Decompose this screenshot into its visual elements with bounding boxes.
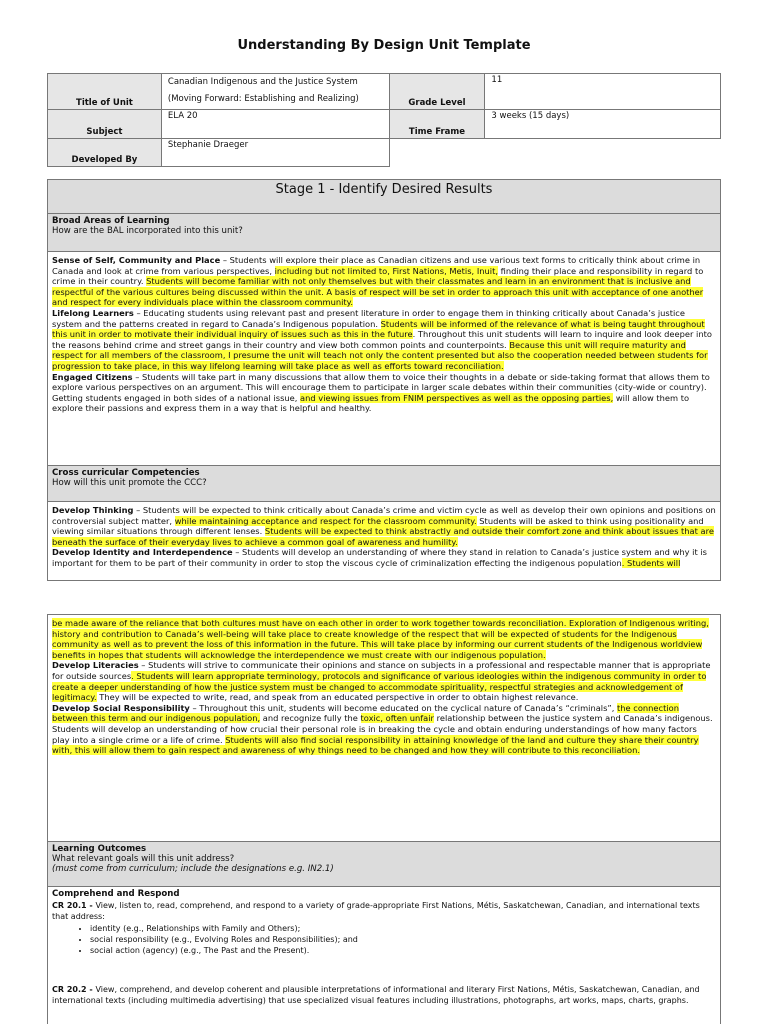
stage1-box-page1 (47, 179, 721, 581)
bullet-item: • social responsibility (e.g., Evolving Roles and Responsibilities); and (90, 934, 716, 945)
stage1-heading: Stage 1 - Identify Desired Results (48, 180, 720, 214)
lo-note: (must come from curriculum; include the designations e.g. IN2.1) (52, 864, 334, 874)
body-text: – Educating students using relevant past and present literature in order to engage them in thinking critically about Canada’s justice system and the patterns created in regard to Canada’s Indigenous population. (52, 307, 685, 329)
highlighted-text: while maintaining acceptance and respect for the classroom community. (174, 515, 477, 526)
bullet-item: • social action (agency) (e.g., The Past and the Present). (90, 945, 716, 956)
highlighted-text: including but not limited to, First Nations, Metis, Inuit, (274, 265, 498, 276)
body-text: . Throughout this unit students will learn to inquire and look deeper into the reasons behind crime and street gangs in their country and view both common points and counterpoints. (52, 329, 712, 350)
body-text: – Throughout this unit, students will become educated on the cyclical nature of Canada’s “criminals”, (189, 702, 617, 713)
cr20-2-code: CR 20.2 - (52, 984, 96, 994)
competency-heading: Develop Literacies (52, 660, 139, 671)
ccc-title: Cross curricular Competencies (52, 468, 200, 478)
body-text: – Students will explore their place as Canadian citizens and use various text forms to critically think about crime in Canada and look at crime from various perspectives, (52, 255, 701, 276)
subject-value: ELA 20 (161, 110, 389, 139)
competency-heading: Lifelong Learners (52, 307, 134, 318)
cr20-1 (52, 900, 716, 922)
grade-level-value: 11 (485, 74, 721, 110)
body-text: relationship between the justice system and Canada’s indigenous. Students will develop an understanding of how crucial their personal role is in breaking the cycle and obtain enduring understandings of how many factors play into a single crime or a life of crime. (52, 713, 713, 745)
body-text: They will be expected to write, read, and speak from an educated perspective in order to obtain highest relevance. (96, 692, 579, 703)
comprehend-respond-title: Comprehend and Respond (52, 889, 180, 899)
title-of-unit-label: Title of Unit (48, 74, 162, 110)
developed-by-value: Stephanie Draeger (161, 139, 389, 167)
body-text: will allow them to explore their passions and express them in a way that is helpful and healthy. (52, 392, 690, 414)
lo-header (48, 842, 720, 887)
competency-heading: Develop Identity and Interdependence (52, 547, 233, 558)
lo-question: What relevant goals will this unit address? (52, 854, 235, 864)
empty-cell (389, 139, 720, 167)
ccc-header (48, 466, 720, 502)
cr20-1-bullets (52, 923, 716, 956)
ccc-content-page2 (48, 615, 720, 842)
spacer (52, 956, 716, 984)
cr20-2 (52, 984, 716, 1006)
highlighted-text: . Students will learn appropriate terminology, protocols and significance of various ideologies within the indigenous community in order to create a deeper understanding of how the justice system must be changed to accommodate spirituality, respectful strategies and acknowledgement of legitimacy. (52, 670, 707, 703)
highlighted-text: and viewing issues from FNIM perspectives as well as the opposing parties, (300, 392, 614, 403)
highlighted-text: . Students will (621, 557, 681, 568)
time-frame-label: Time Frame (389, 110, 485, 139)
stage1-box-page2 (47, 614, 721, 1024)
bullet-item: • identity (e.g., Relationships with Family and Others); (90, 923, 716, 934)
cr20-1-code: CR 20.1 - (52, 900, 96, 910)
body-text: finding their place and responsibility in regard to crime in their country. (52, 265, 704, 287)
competency-heading: Engaged Citizens (52, 371, 133, 382)
competency-heading: Develop Social Responsibility (52, 702, 190, 713)
bal-content (48, 252, 720, 466)
unit-info-table (47, 73, 721, 167)
bal-header (48, 214, 720, 252)
highlighted-text: Because this unit will require maturity and respect for all members of the classroom, I presume the unit will teach not only the content presented but also the cooperation needed between students for progression to take place, in this way lifelong learning will take place as well as efforts toward reconciliation. (52, 339, 708, 371)
cr20-1-text: View, listen to, read, comprehend, and respond to a variety of grade-appropriate First Nations, Métis, Saskatchewan, Canadian, and international texts that address: (52, 900, 700, 921)
highlighted-text: toxic, often unfair (360, 713, 434, 724)
body-text: – Students will take part in many discussions that allow them to voice their thoughts in a debate or side-taking format that allows them to explore various perspectives on an argument. This will encourage them to participate in larger scale debates within their communities (city-wide or country). Getting students engaged in both sides of a national issue, (52, 371, 710, 403)
highlighted-text: Students will also find social responsibility in attaining knowledge of the land and culture they share their country with, this will allow them to gain respect and awareness of why things need to be changed and how they will contribute to this reconciliation. (52, 734, 699, 756)
bal-title: Broad Areas of Learning (52, 216, 170, 226)
document-title: Understanding By Design Unit Template (237, 38, 531, 53)
competency-heading: Sense of Self, Community and Place (52, 255, 221, 265)
body-text: Students will be asked to think using positionality and viewing similar situations through different lenses. (52, 515, 704, 537)
ccc-content-page1 (48, 502, 720, 572)
ccc-question: How will this unit promote the CCC? (52, 478, 207, 488)
cr20-2-text: View, comprehend, and develop coherent and plausible interpretations of informational and literary First Nations, Métis, Saskatchewan, Canadian, and international texts (including multimedia advertising) that use specialized visual features including illustrations, photographs, art works, maps, charts, graphs. (52, 984, 700, 1005)
bal-question: How are the BAL incorporated into this unit? (52, 226, 243, 236)
lo-title: Learning Outcomes (52, 844, 147, 854)
highlighted-text: Students will be informed of the relevance of what is being taught throughout this unit in order to motivate their individual inquiry of issues such as this in the future (52, 318, 705, 340)
highlighted-text: Students will be expected to think abstractly and outside their comfort zone and think about issues that are beneath the surface of their everyday lives to achieve a common goal of awareness and humility. (52, 526, 714, 547)
body-text: and recognize fully the (260, 713, 361, 724)
lo-content (48, 887, 720, 1009)
highlighted-text: Students will become familiar with not only themselves but with their classmates and learn in an environment that is inclusive and respectful of the various cultures being discussed within the unit. A basis of respect will be set in order to approach this unit with acceptance of one another and respect for every individuals place within the classroom community. (52, 276, 704, 308)
developed-by-label: Developed By (48, 139, 162, 167)
body-text: – Students will strive to communicate their opinions and stance on subjects in a professional and respectable manner that is appropriate for outside sources (52, 660, 711, 681)
body-text: – Students will be expected to think critically about Canada’s crime and victim cycle as well as develop their own opinions and positions on controversial subject matter, (52, 505, 716, 526)
title-line-2: (Moving Forward: Establishing and Realizing) (167, 94, 359, 104)
subject-label: Subject (48, 110, 162, 139)
competency-heading: Develop Thinking (52, 505, 134, 515)
highlighted-text: be made aware of the reliance that both cultures must have on each other in order to work together towards reconciliation. Exploration of Indigenous writing, history and contribution to Canada’s well-being will take place to create knowledge of the respect that will be expected of students for the Indigenous community as well as to prevent the loss of this information in the future. This will take place by informing our current students of the Indigenous worldview benefits in hopes that students will acknowledge the interdependence we must create with our indigenous population. (52, 618, 709, 660)
body-text: – Students will develop an understanding of where they stand in relation to Canada’s justice system and why it is important for them to be part of their community in order to stop the viscous cycle of criminalization effecting the indigenous population (52, 547, 707, 568)
title-line-1: Canadian Indigenous and the Justice System (167, 77, 358, 87)
highlighted-text: the connection between this term and our indigenous population, (52, 702, 679, 724)
grade-level-label: Grade Level (389, 74, 485, 110)
time-frame-value: 3 weeks (15 days) (485, 110, 721, 139)
title-of-unit-value (161, 74, 389, 110)
